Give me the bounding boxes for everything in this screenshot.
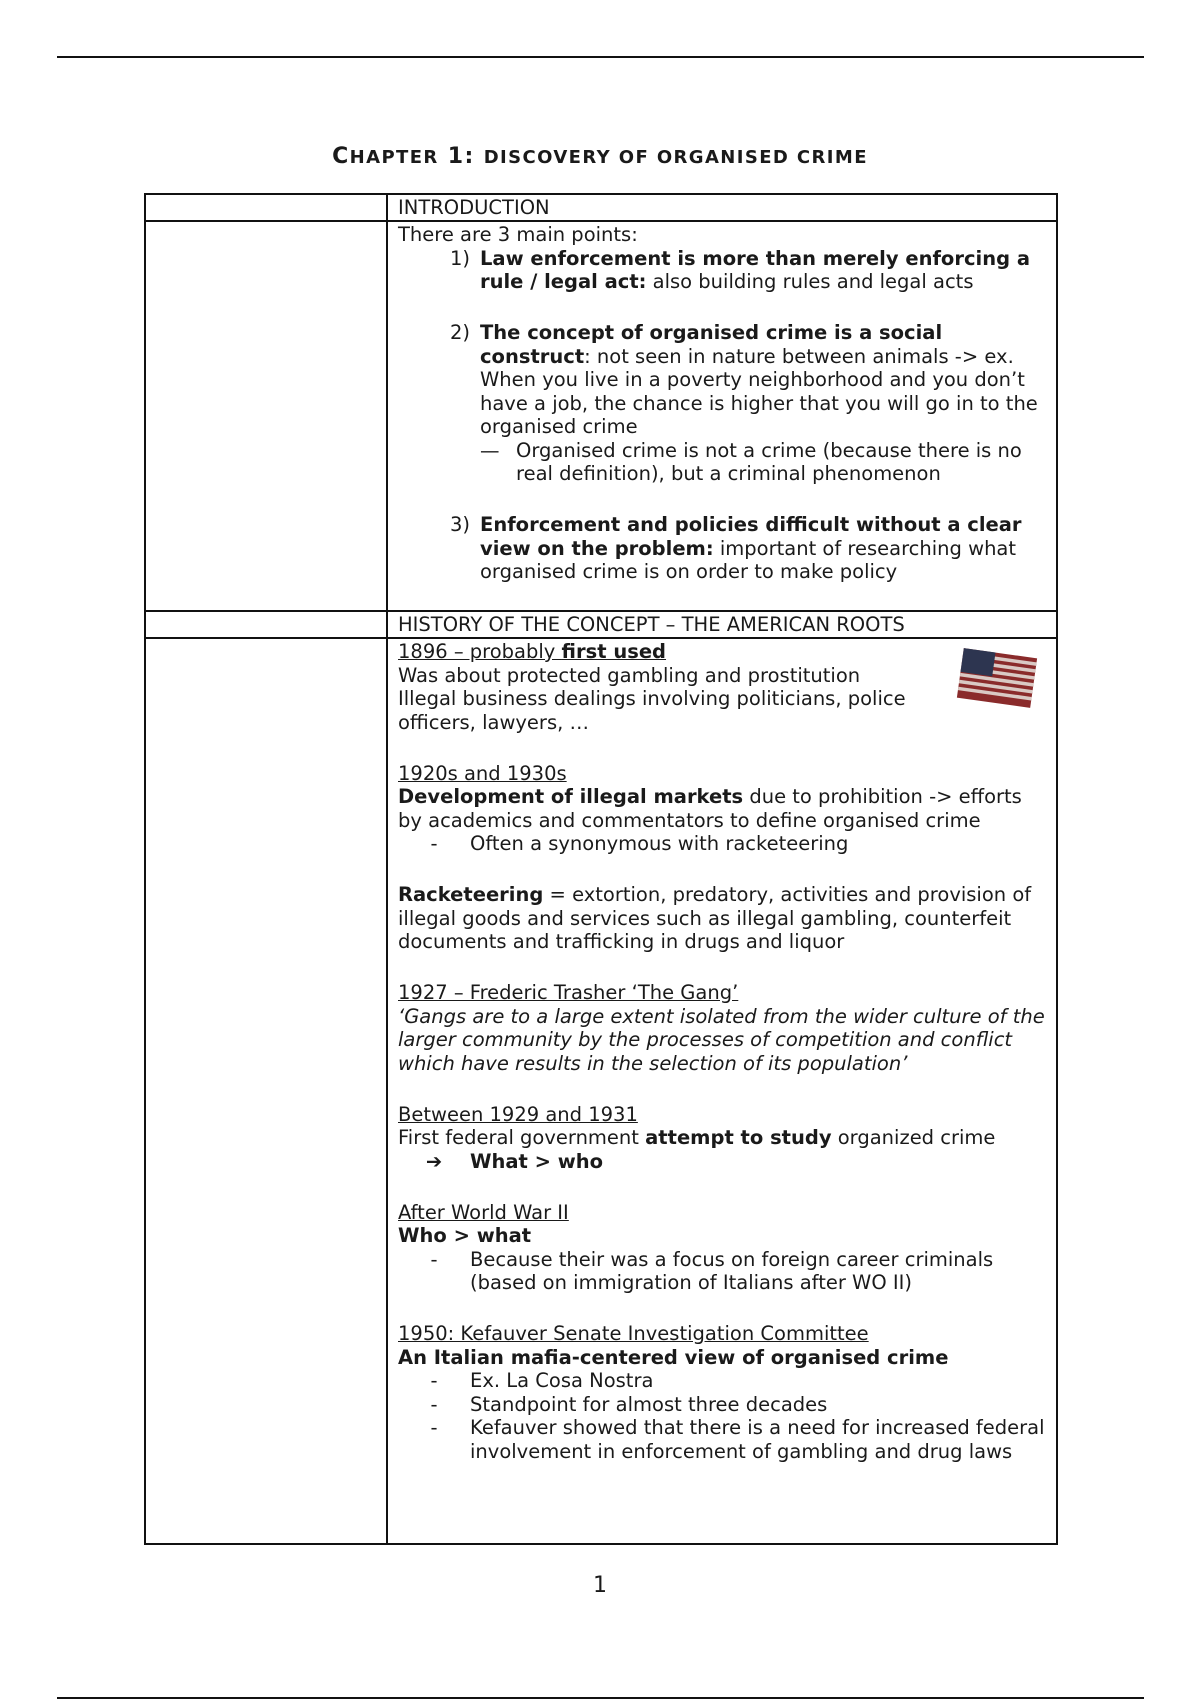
point-2: 2) The concept of organised crime is a social construct: not seen in nature between animals -> ex. When you live in a poverty neighborhood and you don’t have a job, the chance is higher that you will go in to the organised crime — Organised crime is not a crime (because there is no real definition), but a criminal phenomenon — [398, 321, 1046, 486]
section-1929: Between 1929 and 1931 — [398, 1102, 638, 1126]
history-row — [145, 638, 1057, 1544]
footer-rule — [57, 1697, 1144, 1699]
list-item: ➔ What > who — [398, 1150, 1046, 1174]
cue-cell — [145, 194, 387, 221]
intro-heading-row — [145, 194, 1057, 221]
cue-cell — [145, 611, 387, 638]
intro-lead: There are 3 main points: — [398, 223, 638, 246]
section-1896: 1896 – probably first used — [398, 640, 667, 663]
arrow-icon: ➔ — [425, 1149, 443, 1173]
cue-cell — [145, 638, 387, 1544]
intro-content — [387, 221, 1057, 611]
list-item: - Often a synonymous with racketeering — [430, 832, 849, 855]
intro-row — [145, 221, 1057, 611]
list-item: - Standpoint for almost three decades — [430, 1392, 828, 1416]
list-item: - Ex. La Cosa Nostra — [430, 1369, 654, 1392]
trasher-quote: ‘Gangs are to a large extent isolated from the wider culture of the larger community by the processes of competition and conflict which have results in the selection of its population’ — [398, 1004, 1045, 1075]
history-heading-row — [145, 611, 1057, 638]
chapter-title: CHAPTER 1: DISCOVERY OF ORGANISED CRIME — [332, 144, 868, 169]
point-3: 3) Enforcement and policies difficult without a clear view on the problem: important of researching what organised crime is on order to make policy — [449, 513, 1022, 583]
point-1: 1) Law enforcement is more than merely enforcing a rule / legal act: also building rules and legal acts — [449, 246, 1030, 293]
section-1920s: 1920s and 1930s — [398, 761, 567, 785]
notes-table — [144, 193, 1058, 1545]
history-heading: HISTORY OF THE CONCEPT – THE AMERICAN ROOTS — [387, 611, 1057, 638]
intro-heading: INTRODUCTION — [387, 194, 1057, 221]
us-flag-icon — [956, 643, 1038, 713]
section-1927: 1927 – Frederic Trasher ‘The Gang’ — [398, 981, 739, 1004]
racketeering-definition: Racketeering = extortion, predatory, activities and provision of illegal goods and services such as illegal gambling, counterfeit documents and trafficking in drugs and liquor — [398, 883, 1032, 953]
list-item: - Because their was a focus on foreign career criminals (based on immigration of Italians after WO II) — [430, 1247, 994, 1294]
page-number: 1 — [593, 1573, 607, 1598]
cue-cell — [145, 221, 387, 611]
header-rule — [57, 56, 1144, 58]
point-2-subpoint: — Organised crime is not a crime (because there is no real definition), but a criminal phenomenon — [480, 438, 1022, 485]
section-1950: 1950: Kefauver Senate Investigation Committee — [398, 1322, 869, 1345]
history-content: 1896 – probably first used Was about protected gambling and prostitution Illegal business dealings involving politicians, police officers, lawyers, … 1920s and 1930s Development of illegal markets due to prohibition -> efforts by academics and commentators to define organised crime - Often a synonymous with racketeering Racketeering = extortion, predatory, activities and provision of illegal goods and services such as illegal gambling, counterfeit documents and trafficking in drugs and liquor 1927 – Frederic Trasher ‘The Gang’ ‘Gangs are to a large extent isolated from the wider culture of the larger community by the processes of competition and conflict which have results in the selection of its population’ Between 1929 and 1931 First federal government attempt to study organized crime ➔ What > who After World War II Who > what - Because their was a focus on foreign career criminals (based on immigration of Italians after WO II) 1950: Kefauver Senate Investigation Committee An Italian mafia-centered view of organised crime - Ex. La Cosa Nostra - Standpoint for almost three decades - Kefauver showed that there is a need for increased federal involvement in enforcement of gambling and drug laws — [387, 638, 1057, 1544]
list-item: - Kefauver showed that there is a need for increased federal involvement in enforcement of gambling and drug laws — [430, 1416, 1045, 1463]
section-ww2: After World War II — [398, 1200, 569, 1224]
